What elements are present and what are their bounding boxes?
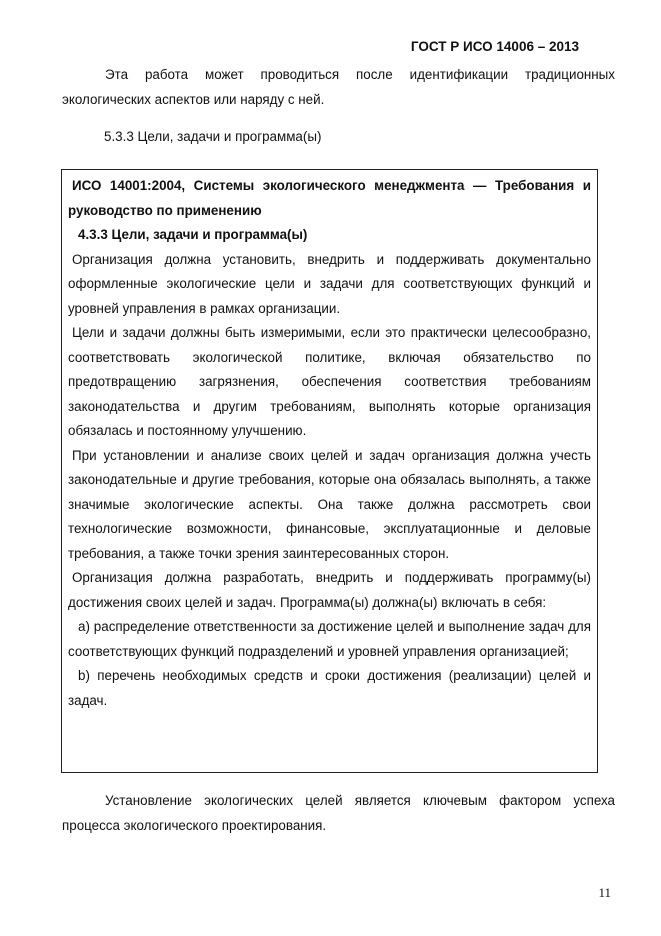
section-heading: 5.3.3 Цели, задачи и программа(ы) xyxy=(104,129,322,144)
quote-title: ИСО 14001:2004, Системы экологического менеджмента — Требования и руководство по применению xyxy=(68,178,591,218)
quote-paragraph-3: При установлении и анализе своих целей и задач организация должна учесть законодательные и другие требования, которые она обязалась выполнять, а также значимые экологические аспекты. Она также должна рассмотреть свои технологические возможности, финансовые, эксплуатационные и деловые требования, а также точки зрения заинтересованных сторон. xyxy=(68,447,591,561)
intro-paragraph: Эта работа может проводиться после идентификации традиционных экологических аспектов или наряду с ней. xyxy=(62,67,615,107)
page-number: 11 xyxy=(598,885,611,900)
quote-subsection: 4.3.3 Цели, задачи и программа(ы) xyxy=(78,227,308,242)
standard-quote-box xyxy=(61,169,598,773)
quote-paragraph-2: Цели и задачи должны быть измеримыми, если это практически целесообразно, соответствовать экологической политике, включая обязательство по предотвращению загрязнения, обеспечения соответствия требованиям законодательства и другим требованиям, выполнять которые организация обязалась и постоянному улучшению. xyxy=(68,325,591,438)
quote-paragraph-1: Организация должна установить, внедрить и поддерживать документально оформленные экологические цели и задачи для соответствующих функций и уровней управления в рамках организации. xyxy=(68,251,591,316)
document-header: ГОСТ Р ИСО 14006 – 2013 xyxy=(410,39,579,54)
closing-paragraph: Установление экологических целей является ключевым фактором успеха процесса экологического проектирования. xyxy=(62,793,615,833)
quote-list-item-a: a) распределение ответственности за достижение целей и выполнение задач для соответствующих функций подразделений и уровней управления организацией; xyxy=(68,619,591,659)
quote-paragraph-4: Организация должна разработать, внедрить и поддерживать программу(ы) достижения своих целей и задач. Программа(ы) должна(ы) включать в себя: xyxy=(68,570,591,610)
quote-list-item-b: b) перечень необходимых средств и сроки достижения (реализации) целей и задач. xyxy=(68,668,591,708)
